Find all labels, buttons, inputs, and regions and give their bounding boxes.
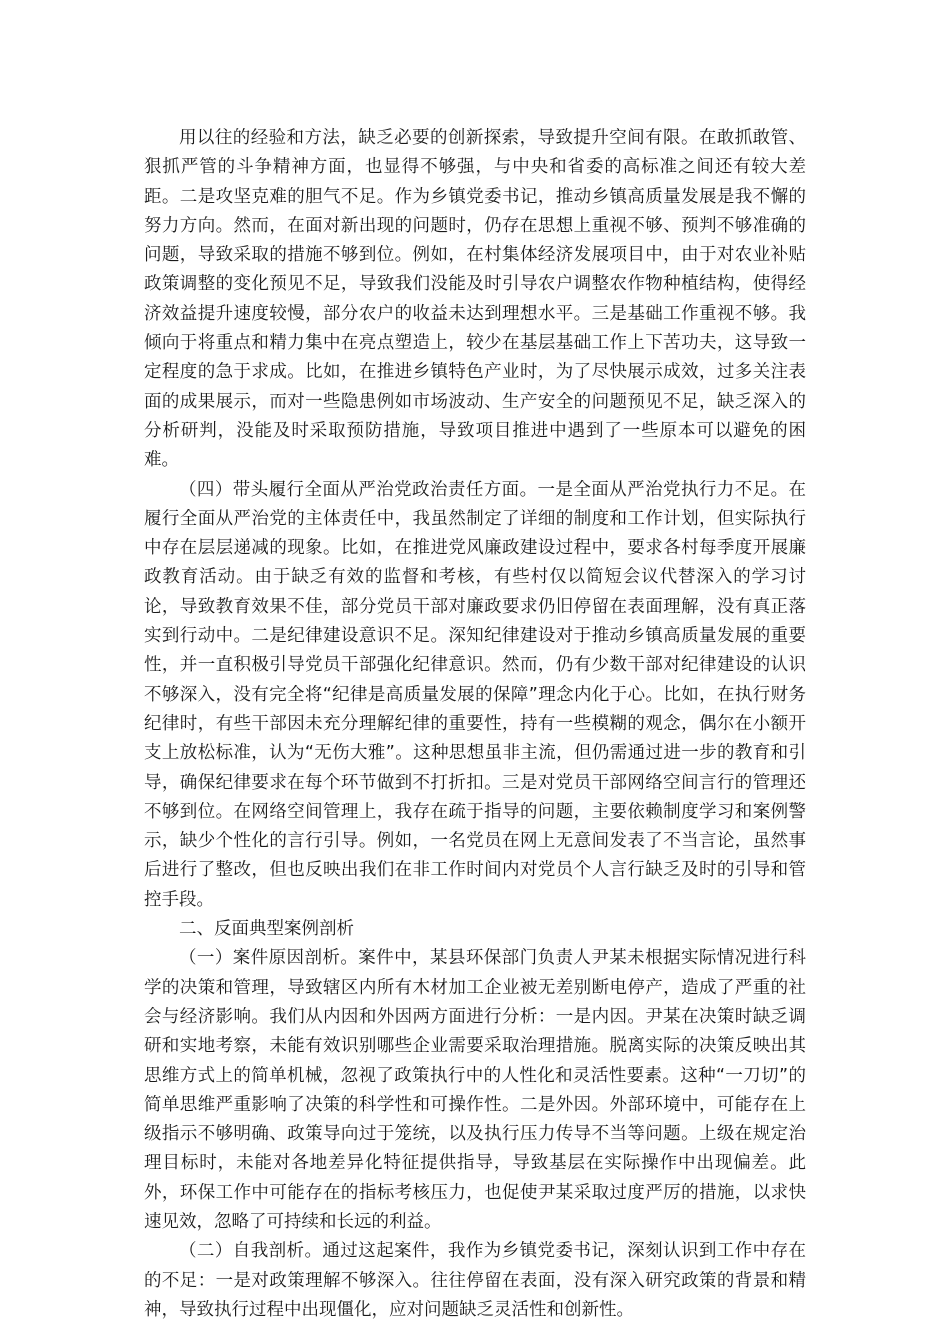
paragraph-continuation: 用以往的经验和方法，缺乏必要的创新探索，导致提升空间有限。在敢抓敢管、狠抓严管的斗争精神方面，也显得不够强，与中央和省委的高标准之间还有较大差距。二是攻坚克难的胆气不足。作为乡镇党委书记，推动乡镇高质量发展是我不懈的努力方向。然而，在面对新出现的问题时，仍存在思想上重视不够、预判不够准确的问题，导致采取的措施不够到位。例如，在村集体经济发展项目中，由于对农业补贴政策调整的变化预见不足，导致我们没能及时引导农户调整农作物种植结构，使得经济效益提升速度较慢，部分农户的收益未达到理想水平。三是基础工作重视不够。我倾向于将重点和精力集中在亮点塑造上，较少在基层基础工作上下苦功夫，这导致一定程度的急于求成。比如，在推进乡镇特色产业时，为了尽快展示成效，过多关注表面的成果展示，而对一些隐患例如市场波动、生产安全的问题预见不足，缺乏深入的分析研判，没能及时采取预防措施，导致项目推进中遇到了一些原本可以避免的困难。 (144, 128, 806, 471)
paragraph-section-four: （四）带头履行全面从严治党政治责任方面。一是全面从严治党执行力不足。在履行全面从严治党的主体责任中，我虽然制定了详细的制度和工作计划，但实际执行中存在层层递减的现象。比如，在推进党风廉政建设过程中，要求各村每季度开展廉政教育活动。由于缺乏有效的监督和考核，有些村仅以简短会议代替深入的学习讨论，导致教育效果不佳，部分党员干部对廉政要求仍旧停留在表面理解，没有真正落实到行动中。二是纪律建设意识不足。深知纪律建设对于推动乡镇高质量发展的重要性，并一直积极引导党员干部强化纪律意识。然而，仍有少数干部对纪律建设的认识不够深入，没有完全将“纪律是高质量发展的保障”理念内化于心。比如，在执行财务纪律时，有些干部因未充分理解纪律的重要性，持有一些模糊的观念，偶尔在小额开支上放松标准，认为“无伤大雅”。这种思想虽非主流，但仍需通过进一步的教育和引导，确保纪律要求在每个环节做到不打折扣。三是对党员干部网络空间言行的管理还不够到位。在网络空间管理上，我存在疏于指导的问题，主要依赖制度学习和案例警示，缺少个性化的言行引导。例如，一名党员在网上无意间发表了不当言论，虽然事后进行了整改，但也反映出我们在非工作时间内对党员个人言行缺乏及时的引导和管控手段。 (144, 479, 806, 910)
document-page (144, 124, 806, 1325)
paragraph-self-analysis: （二）自我剖析。通过这起案件，我作为乡镇党委书记，深刻认识到工作中存在的不足：一是对政策理解不够深入。往往停留在表面，没有深入研究政策的背景和精神，导致执行过程中出现僵化，应对问题缺乏灵活性和创新性。 (144, 1241, 806, 1320)
paragraph-case-cause-analysis: （一）案件原因剖析。案件中，某县环保部门负责人尹某未根据实际情况进行科学的决策和管理，导致辖区内所有木材加工企业被无差别断电停产，造成了严重的社会与经济影响。我们从内因和外因两方面进行分析：一是内因。尹某在决策时缺乏调研和实地考察，未能有效识别哪些企业需要采取治理措施。脱离实际的决策反映出其思维方式上的简单机械，忽视了政策执行中的人性化和灵活性要素。这种“一刀切”的简单思维严重影响了决策的科学性和可操作性。二是外因。外部环境中，可能存在上级指示不够明确、政策导向过于笼统，以及执行压力传导不当等问题。上级在规定治理目标时，未能对各地差异化特征提供指导，导致基层在实际操作中出现偏差。此外，环保工作中可能存在的指标考核压力，也促使尹某采取过度严厉的措施，以求快速见效，忽略了可持续和长远的利益。 (144, 948, 806, 1232)
section-heading-case-analysis: 二、反面典型案例剖析 (179, 919, 354, 940)
